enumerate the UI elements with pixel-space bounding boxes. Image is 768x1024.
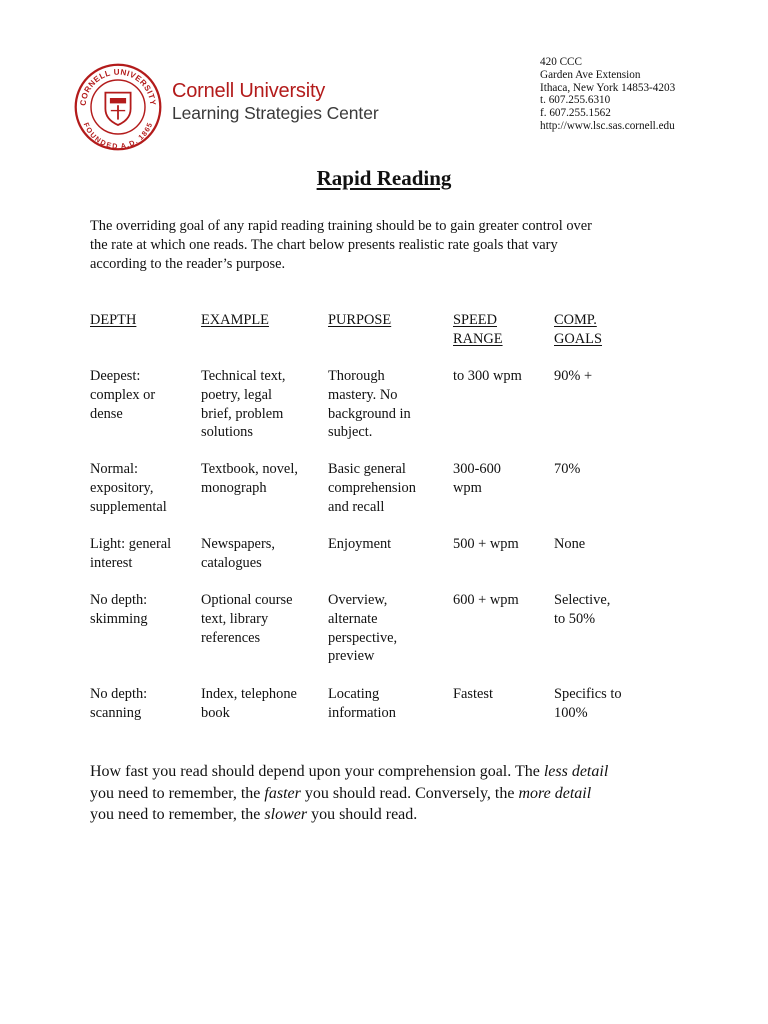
cell-line: complex or xyxy=(90,386,156,403)
intro-line: the rate at which one reads. The chart below presents realistic rate goals that vary xyxy=(90,237,558,254)
cell-line: alternate xyxy=(328,610,378,627)
cell-line: Fastest xyxy=(453,686,493,702)
emphasis-slower: slower xyxy=(264,806,308,823)
cell-line: 500 + wpm xyxy=(453,536,519,552)
page-title: Rapid Reading xyxy=(316,166,452,190)
cell-line: dense xyxy=(90,405,123,422)
contact-phone: t. 607.255.6310 xyxy=(540,94,611,107)
intro-line: according to the reader’s purpose. xyxy=(90,256,286,273)
cell-line: scanning xyxy=(90,704,142,721)
cell-line: skimming xyxy=(90,610,148,627)
cell-line: 300-600 xyxy=(453,461,501,477)
cell-line: interest xyxy=(90,554,133,571)
table-cell-speed-range xyxy=(453,591,519,610)
table-cell-example xyxy=(201,591,293,647)
table-header-purpose xyxy=(328,311,391,330)
cell-line: No depth: xyxy=(90,592,148,608)
cell-line: Textbook, novel, xyxy=(201,461,298,477)
cell-line: preview xyxy=(328,648,375,665)
table-cell-purpose xyxy=(328,460,416,516)
cell-line: No depth: xyxy=(90,686,148,702)
cell-line: EXAMPLE xyxy=(201,312,269,328)
cell-line: Thorough xyxy=(328,368,385,384)
cell-line: catalogues xyxy=(201,554,262,571)
cell-line: to 50% xyxy=(554,610,596,627)
brand-block xyxy=(172,80,379,124)
cell-line: 600 + wpm xyxy=(453,592,519,608)
table-cell-comp-goals xyxy=(554,685,622,723)
cell-line: Enjoyment xyxy=(328,536,392,552)
table-cell-depth xyxy=(90,685,147,723)
cell-line: references xyxy=(201,629,261,646)
table-cell-purpose xyxy=(328,591,397,666)
cell-line: Normal: xyxy=(90,461,138,477)
table-cell-comp-goals xyxy=(554,591,610,629)
cell-line: None xyxy=(554,536,586,552)
cell-line: COMP. xyxy=(554,312,597,328)
cell-line: subject. xyxy=(328,424,373,441)
table-cell-purpose xyxy=(328,367,411,442)
cell-line: perspective, xyxy=(328,629,398,646)
cell-line: Selective, xyxy=(554,592,611,608)
emphasis-less-detail: less detail xyxy=(543,763,609,780)
intro-paragraph xyxy=(90,217,690,275)
cell-line: comprehension xyxy=(328,479,416,496)
contact-line: Ithaca, New York 14853-4203 xyxy=(540,81,676,94)
contact-block xyxy=(540,56,675,133)
cell-line: background in xyxy=(328,405,411,422)
cell-line: Newspapers, xyxy=(201,536,275,552)
cell-line: poetry, legal xyxy=(201,386,272,403)
table-cell-example xyxy=(201,367,286,442)
contact-website-link[interactable]: http://www.lsc.sas.cornell.edu xyxy=(540,119,675,132)
cell-line: Light: general xyxy=(90,536,172,552)
cell-line: information xyxy=(328,704,396,721)
cell-line: Technical text, xyxy=(201,368,286,384)
cell-line: book xyxy=(201,704,230,721)
table-cell-depth xyxy=(90,535,171,573)
cell-line: PURPOSE xyxy=(328,312,392,328)
contact-line: Garden Ave Extension xyxy=(540,68,641,81)
cell-line: 90% + xyxy=(554,368,593,384)
cell-line: solutions xyxy=(201,424,253,441)
cell-line: expository, xyxy=(90,479,154,496)
closing-line: you need to remember, the slower you should read. xyxy=(90,806,418,823)
cell-line: GOALS xyxy=(554,330,602,347)
table-cell-speed-range xyxy=(453,367,522,386)
cell-line: Deepest: xyxy=(90,368,141,384)
table-cell-speed-range xyxy=(453,535,519,554)
table-header-example xyxy=(201,311,269,330)
table-cell-purpose xyxy=(328,685,396,723)
cell-line: monograph xyxy=(201,479,267,496)
table-cell-depth xyxy=(90,460,167,516)
svg-text:FOUNDED A.D. 1865: FOUNDED A.D. 1865 xyxy=(81,121,155,151)
cell-line: mastery. No xyxy=(328,386,398,403)
table-cell-speed-range xyxy=(453,685,493,704)
table-header-comp-goals xyxy=(554,311,602,349)
cell-line: text, library xyxy=(201,610,269,627)
cell-line: Locating xyxy=(328,686,380,702)
cell-line: and recall xyxy=(328,498,385,515)
cell-line: to 300 wpm xyxy=(453,368,522,384)
cell-line: SPEED xyxy=(453,312,497,328)
table-cell-comp-goals xyxy=(554,367,592,386)
contact-fax: f. 607.255.1562 xyxy=(540,107,611,120)
emphasis-faster: faster xyxy=(264,784,301,802)
emphasis-more-detail: more detail xyxy=(518,784,592,802)
cell-line: 70% xyxy=(554,461,581,477)
table-cell-example xyxy=(201,460,298,498)
table-cell-comp-goals xyxy=(554,460,580,479)
cell-line: wpm xyxy=(453,479,482,496)
cell-line: Specifics to xyxy=(554,686,622,702)
svg-text:CORNELL UNIVERSITY: CORNELL UNIVERSITY xyxy=(78,67,158,107)
cell-line: RANGE xyxy=(453,330,503,347)
university-name: Cornell University xyxy=(172,80,326,102)
center-name: Learning Strategies Center xyxy=(172,103,379,123)
closing-line: you need to remember, the faster you should read. Conversely, the more detail xyxy=(90,784,592,802)
table-cell-depth xyxy=(90,591,148,629)
contact-line: 420 CCC xyxy=(540,56,582,68)
cell-line: Optional course xyxy=(201,592,293,608)
closing-paragraph xyxy=(90,761,690,826)
cell-line: 100% xyxy=(554,704,588,721)
closing-line: How fast you read should depend upon your comprehension goal. The less detail xyxy=(90,763,609,780)
cell-line: DEPTH xyxy=(90,312,137,328)
cell-line: brief, problem xyxy=(201,405,284,422)
table-header-depth xyxy=(90,311,136,330)
table-cell-depth xyxy=(90,367,155,423)
cornell-seal-logo xyxy=(73,62,163,152)
cell-line: Overview, xyxy=(328,592,388,608)
cell-line: Index, telephone xyxy=(201,686,297,702)
table-cell-example xyxy=(201,535,275,573)
cell-line: Basic general xyxy=(328,461,406,477)
table-cell-speed-range xyxy=(453,460,501,498)
table-cell-purpose xyxy=(328,535,391,554)
table-cell-example xyxy=(201,685,297,723)
table-cell-comp-goals xyxy=(554,535,585,554)
table-header-speed-range xyxy=(453,311,503,349)
cell-line: supplemental xyxy=(90,498,167,515)
intro-line: The overriding goal of any rapid reading training should be to gain greater control over xyxy=(90,218,592,234)
